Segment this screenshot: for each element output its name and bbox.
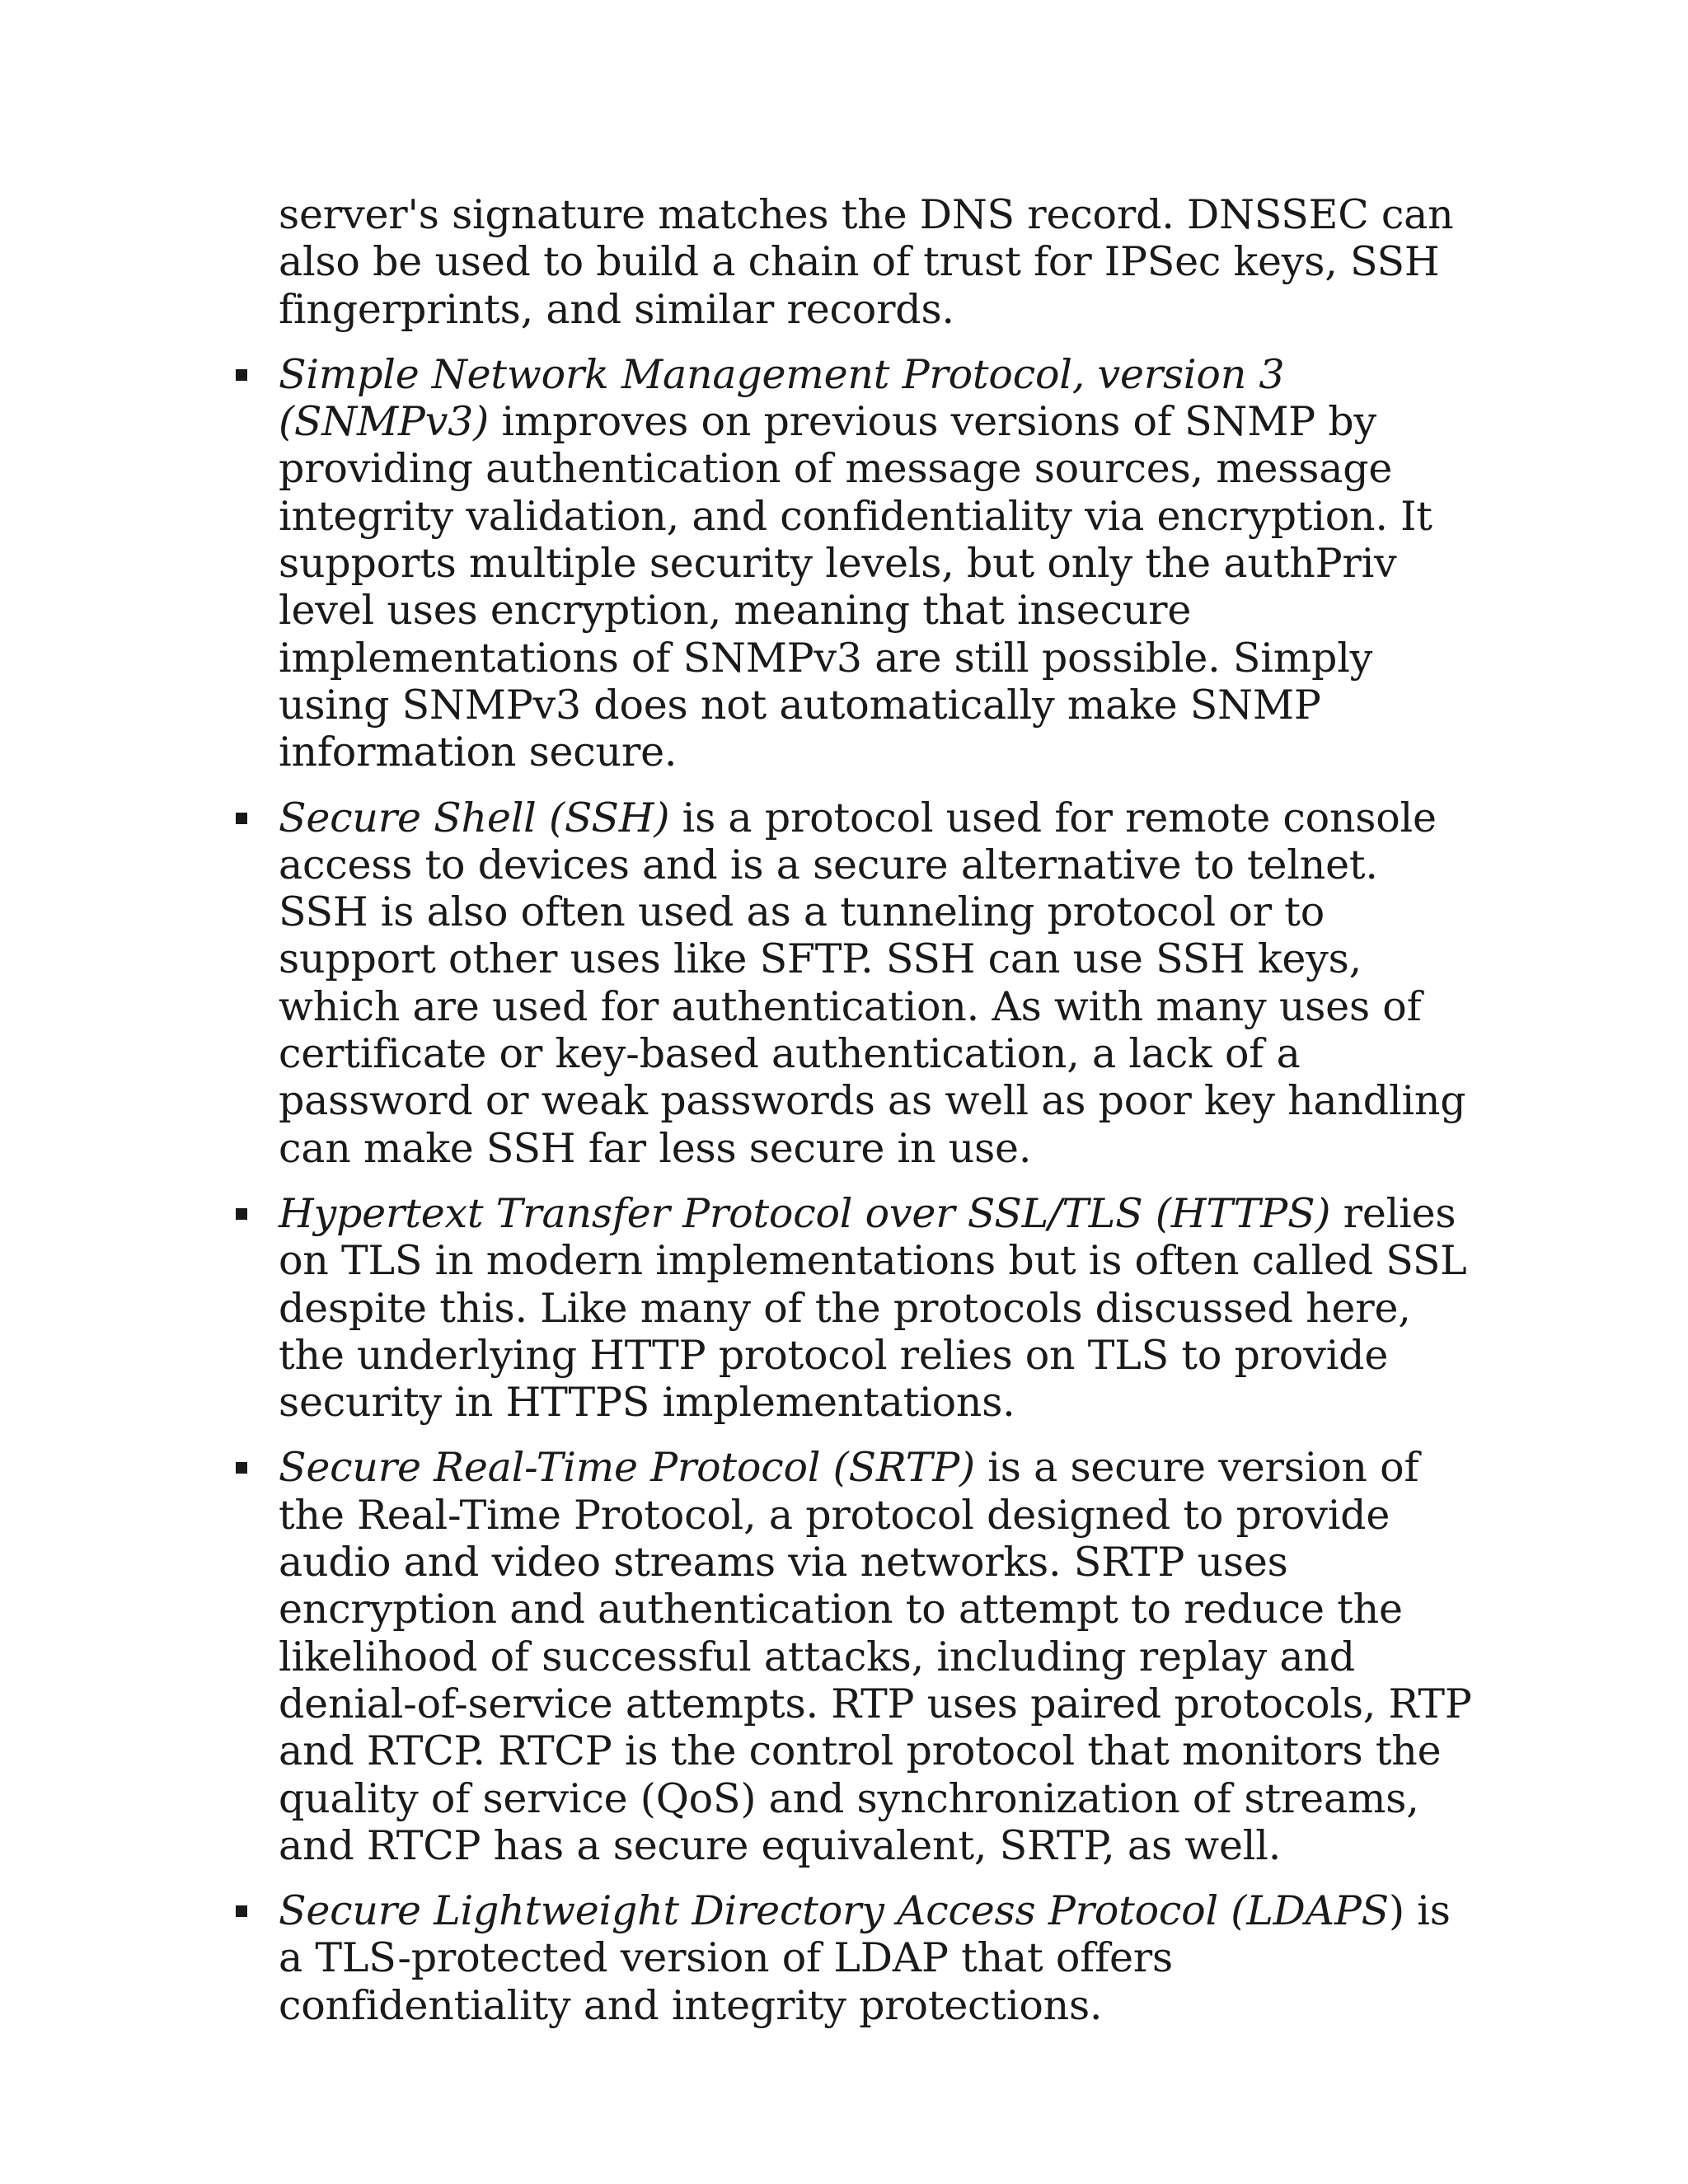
list-item-https (279, 1190, 1474, 1426)
description-https: relies on TLS in modern implementations but is often called SSL despite this. Like many of the protocols discussed here, the underlying HTTP protocol relies on TLS to provide security in HTTPS implementations. (279, 1189, 1467, 1427)
description-ldaps: ) is a TLS-protected version of LDAP that offers confidentiality and integrity protections. (279, 1887, 1451, 2029)
list-item-snmpv3 (279, 351, 1474, 776)
continued-paragraph: server's signature matches the DNS record. DNSSEC can also be used to build a chain of trust for IPSec keys, SSH fingerprints, and similar records. (279, 191, 1454, 333)
list-item-ssh (279, 794, 1474, 1172)
square-bullet-icon (236, 813, 247, 824)
term-srtp: Secure Real-Time Protocol (SRTP) (279, 1444, 975, 1492)
square-bullet-icon (236, 1905, 247, 1917)
square-bullet-icon (236, 1462, 247, 1474)
square-bullet-icon (236, 1208, 247, 1220)
list-item-srtp (279, 1444, 1474, 1869)
description-srtp: is a secure version of the Real-Time Protocol, a protocol designed to provide audio and video streams via networks. SRTP uses encryption and authentication to attempt to reduce the likelihood of successful attacks, including replay and denial-of-service attempts. RTP uses paired protocols, RTP and RTCP. RTCP is the control protocol that monitors the quality of service (QoS) and synchronization of streams, and RTCP has a secure equivalent, SRTP, as well. (279, 1444, 1472, 1869)
protocol-list (279, 351, 1474, 2029)
list-item-ldaps (279, 1887, 1474, 2029)
description-snmpv3: improves on previous versions of SNMP by providing authentication of message sources, message integrity validation, and confidentiality via encryption. It supports multiple security levels, but only the authPriv level uses encryption, meaning that insecure implementations of SNMPv3 are still possible. Simply using SNMPv3 does not automatically make SNMP information secure. (279, 398, 1432, 776)
term-https: Hypertext Transfer Protocol over SSL/TLS (HTTPS) (279, 1189, 1331, 1237)
term-ldaps: Secure Lightweight Directory Access Protocol (LDAPS (279, 1887, 1389, 1935)
square-bullet-icon (236, 369, 247, 381)
page-body (279, 191, 1474, 2047)
term-snmpv3: Simple Network Management Protocol, version 3 (SNMPv3) (279, 350, 1285, 446)
term-ssh: Secure Shell (SSH) (279, 794, 670, 841)
description-ssh: is a protocol used for remote console access to devices and is a secure alternative to telnet. SSH is also often used as a tunneling protocol or to support other uses like SFTP. SSH can use SSH keys, which are used for authentication. As with many uses of certificate or key-based authentication, a lack of a password or weak passwords as well as poor key handling can make SSH far less secure in use. (279, 794, 1466, 1172)
